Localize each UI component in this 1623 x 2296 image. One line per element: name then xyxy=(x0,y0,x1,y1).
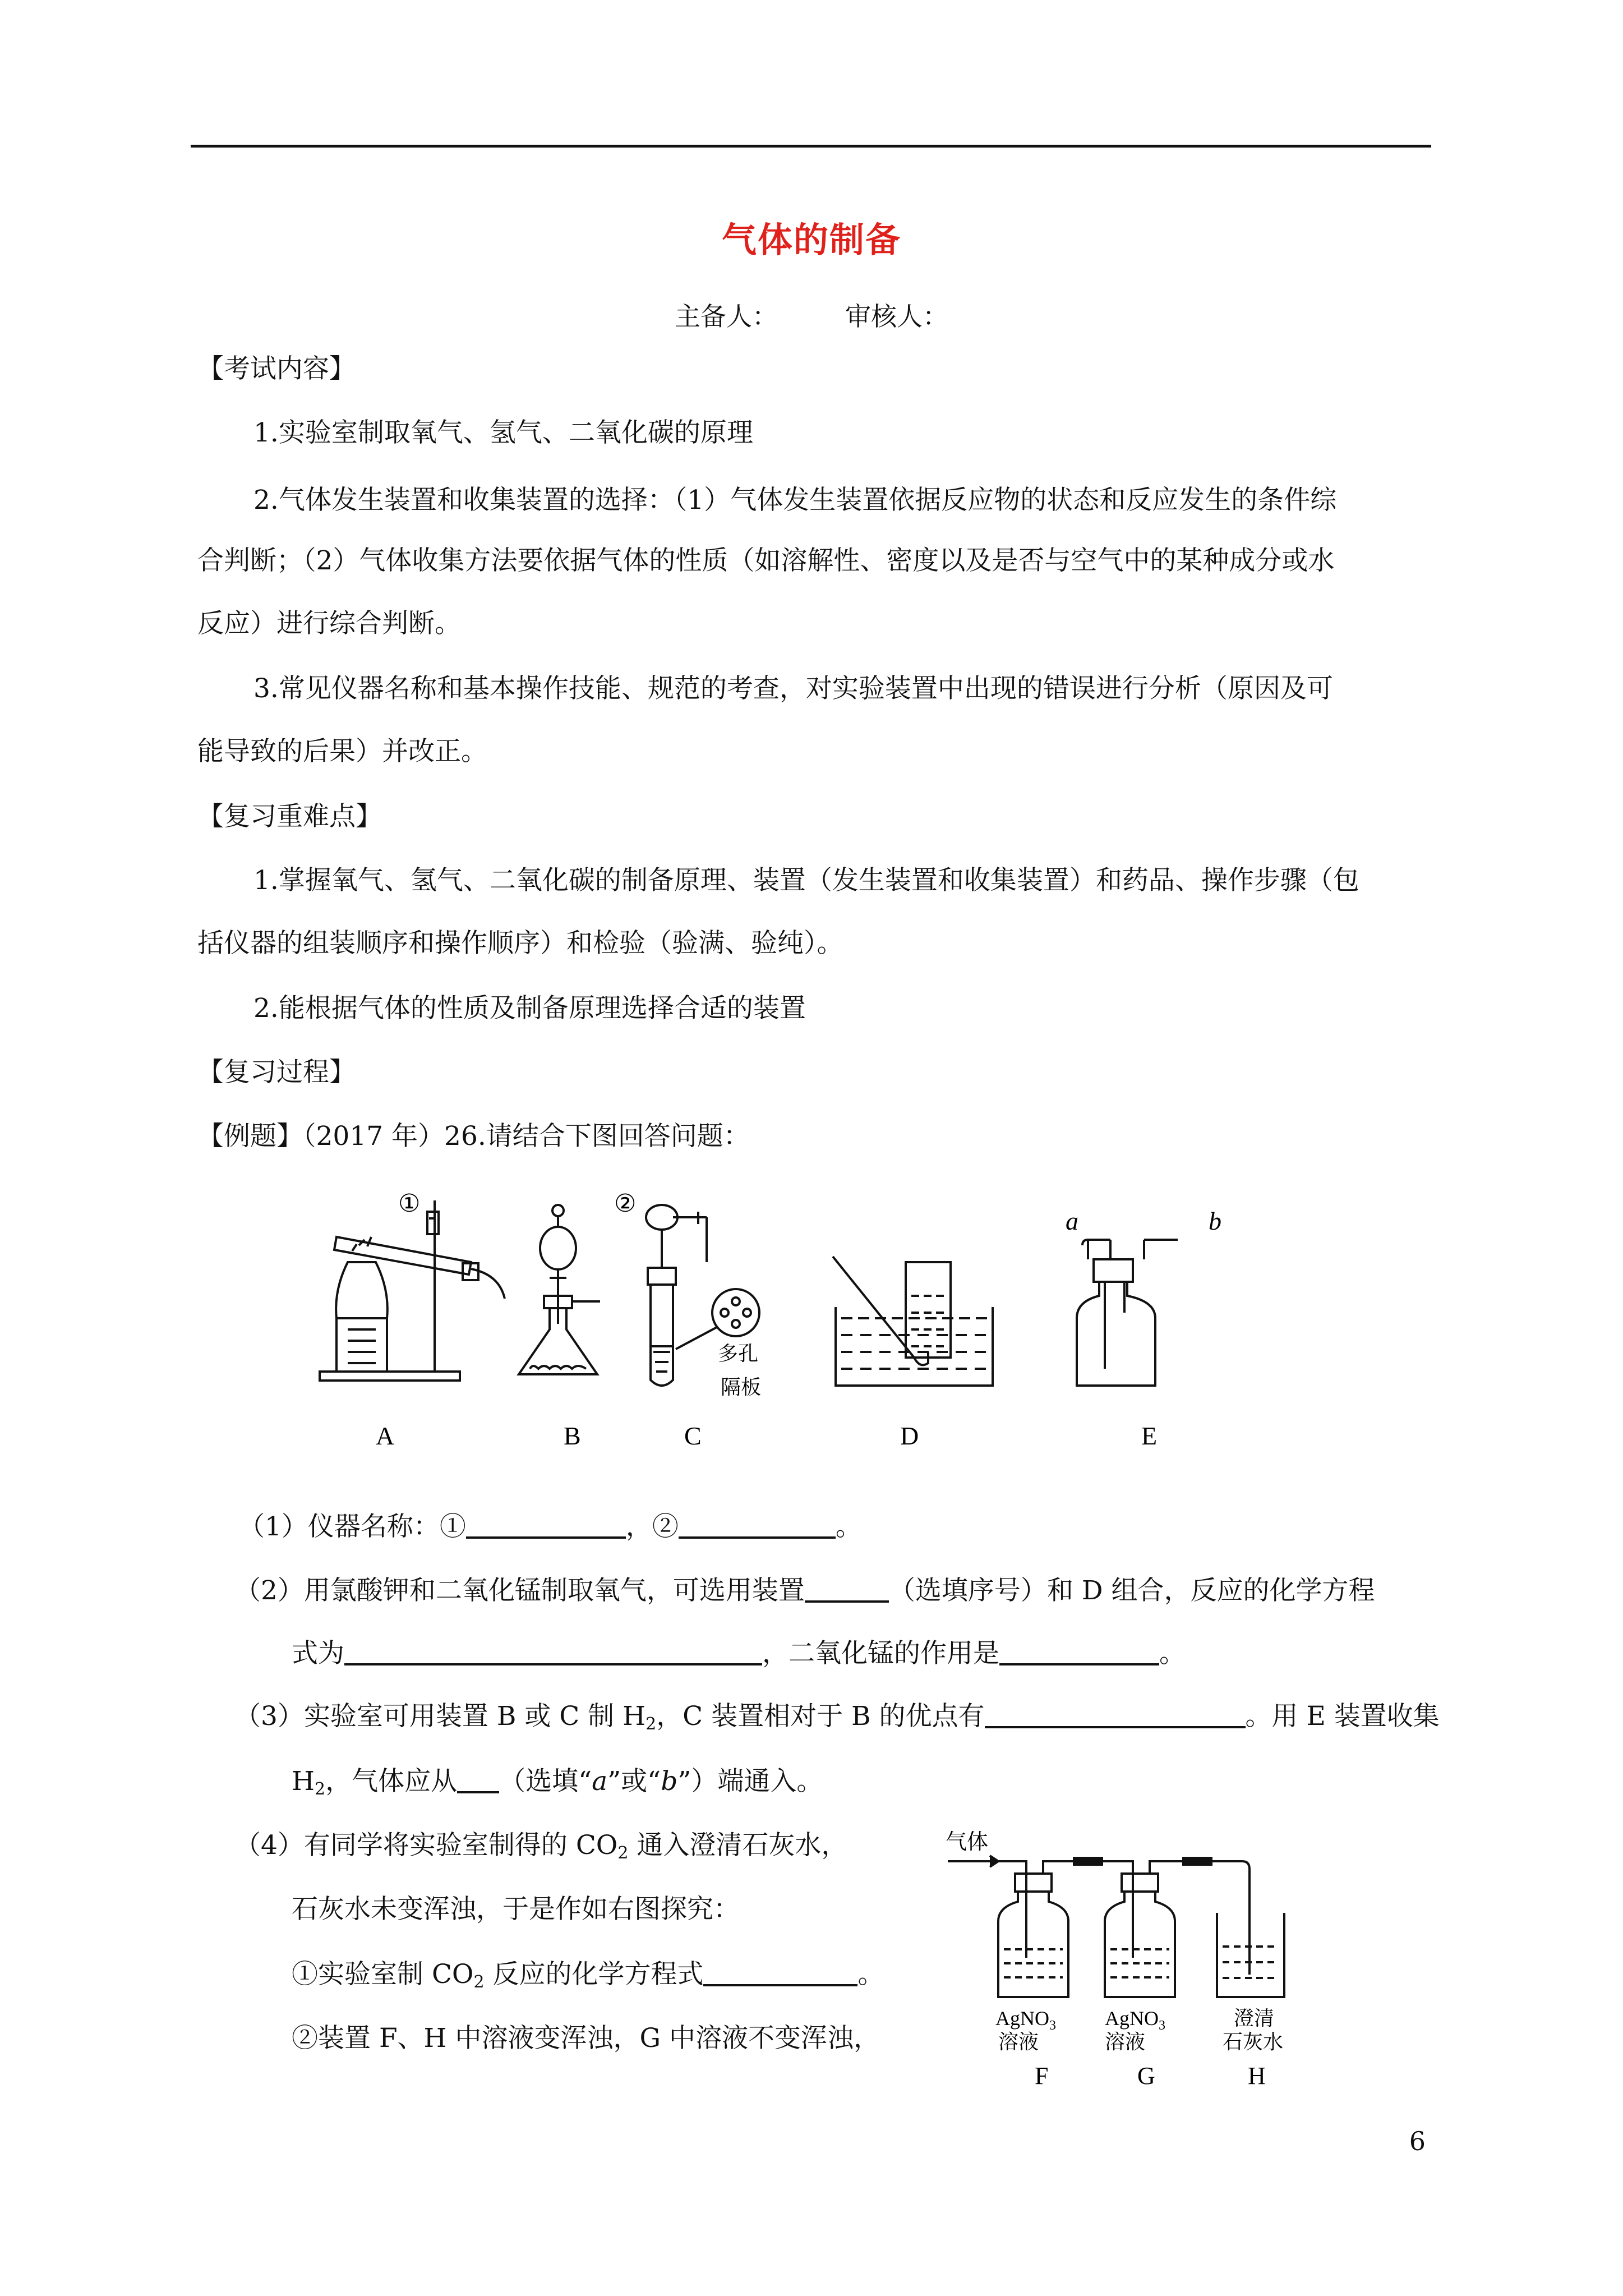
exam-item: 2.气体发生装置和收集装置的选择：（1）气体发生装置依据反应物的状态和反应发生的条件综 xyxy=(253,485,1337,516)
question-3-line-2: $H_2$，气体应从 （选填“a”或“b”）端通入。 xyxy=(292,1766,823,1799)
page-title: 气体的制备 xyxy=(721,219,901,260)
section-heading-key: 【复习重难点】 xyxy=(197,801,382,832)
question-1: （1）仪器名称：① ，② 。 xyxy=(238,1511,862,1542)
marker-2: ② xyxy=(614,1189,637,1218)
question-2-line-2: 式为 ，二氧化锰的作用是 。 xyxy=(292,1638,1186,1669)
h-label-1: 澄清 xyxy=(1234,2007,1275,2030)
author-line xyxy=(0,296,1623,333)
apparatus-label-e: E xyxy=(1141,1421,1158,1450)
marker-1: ① xyxy=(398,1189,421,1218)
f-label-1: AgNO$_3$ xyxy=(995,2007,1056,2033)
page-number: 6 xyxy=(1409,2126,1426,2156)
answer-blank-1[interactable] xyxy=(466,1512,626,1539)
label-h: H xyxy=(1248,2062,1266,2090)
apparatus-diagram xyxy=(303,1184,1256,1453)
apparatus-d xyxy=(833,1257,993,1386)
end-b-label: b xyxy=(1209,1207,1221,1235)
h-label-2: 石灰水 xyxy=(1223,2031,1284,2054)
label-f: F xyxy=(1035,2062,1049,2090)
bottle-g xyxy=(1102,1858,1211,1997)
apparatus-figure xyxy=(303,1184,1256,1453)
header-rule xyxy=(191,145,1431,148)
apparatus-label-b: B xyxy=(564,1421,581,1450)
beaker-h xyxy=(1211,1861,1284,1997)
exploration-diagram xyxy=(942,1829,1346,2092)
section-heading-process: 【复习过程】 xyxy=(197,1057,356,1088)
f-label-2: 溶液 xyxy=(998,2031,1039,2054)
answer-blank-8[interactable] xyxy=(703,1959,857,1986)
apparatus-b xyxy=(519,1205,600,1374)
apparatus-e xyxy=(1077,1240,1178,1386)
end-a-label: a xyxy=(1066,1207,1078,1235)
bottle-f xyxy=(998,1858,1102,1997)
example-intro: 【例题】（2017 年）26.请结合下图回答问题： xyxy=(197,1121,750,1152)
question-4-line-1: （4）有同学将实验室制得的 $CO_2$ 通入澄清石灰水， xyxy=(234,1830,848,1863)
question-3-line-1: （3）实验室可用装置 B 或 C 制 $H_2$，C 装置相对于 B 的优点有 。用 E 装置收集 xyxy=(234,1701,1440,1734)
exam-item: 能导致的后果）并改正。 xyxy=(197,736,487,767)
apparatus-label-d: D xyxy=(900,1421,919,1450)
answer-blank-4[interactable] xyxy=(344,1639,762,1665)
exam-item: 反应）进行综合判断。 xyxy=(197,608,461,639)
answer-blank-6[interactable] xyxy=(985,1701,1246,1728)
exam-item: 合判断；（2）气体收集方法要依据气体的性质（如溶解性、密度以及是否与空气中的某种成分或水 xyxy=(197,545,1335,576)
question-4-line-2: 石灰水未变浑浊，于是作如右图探究： xyxy=(292,1894,740,1925)
section-heading-exam: 【考试内容】 xyxy=(197,353,356,384)
answer-blank-7[interactable] xyxy=(457,1766,499,1793)
exam-item: 1.实验室制取氧气、氢气、二氧化碳的原理 xyxy=(253,417,753,448)
key-item: 括仪器的组装顺序和操作顺序）和检验（验满、验纯）。 xyxy=(197,928,843,959)
porous-label-2: 隔板 xyxy=(721,1376,762,1399)
preparer-label: 主备人： xyxy=(675,301,778,332)
answer-blank-2[interactable] xyxy=(679,1512,836,1539)
apparatus-a xyxy=(320,1200,505,1381)
answer-blank-5[interactable] xyxy=(999,1639,1159,1665)
gas-label: 气体 xyxy=(946,1829,989,1854)
porous-label-1: 多孔 xyxy=(718,1342,759,1365)
g-label-2: 溶液 xyxy=(1105,2031,1146,2054)
label-g: G xyxy=(1137,2062,1155,2090)
apparatus-label-c: C xyxy=(684,1421,702,1450)
g-label-1: AgNO$_3$ xyxy=(1105,2007,1165,2033)
apparatus-label-a: A xyxy=(376,1421,395,1450)
question-4-line-3: ①实验室制 $CO_2$ 反应的化学方程式 。 xyxy=(292,1959,884,1992)
question-4-line-4: ②装置 F、H 中溶液变浑浊，G 中溶液不变浑浊， xyxy=(292,2023,880,2054)
exam-item: 3.常见仪器名称和基本操作技能、规范的考查，对实验装置中出现的错误进行分析（原因及可 xyxy=(253,673,1333,704)
key-item: 2.能根据气体的性质及制备原理选择合适的装置 xyxy=(253,993,806,1024)
question-2-line-1: （2）用氯酸钾和二氧化锰制取氧气，可选用装置 （选填序号）和 D 组合，反应的化学方程 xyxy=(234,1575,1375,1606)
exploration-figure xyxy=(942,1829,1346,2092)
key-item: 1.掌握氧气、氢气、二氧化碳的制备原理、装置（发生装置和收集装置）和药品、操作步骤（包 xyxy=(253,865,1359,896)
reviewer-label: 审核人： xyxy=(845,301,948,332)
answer-blank-3[interactable] xyxy=(805,1576,889,1603)
